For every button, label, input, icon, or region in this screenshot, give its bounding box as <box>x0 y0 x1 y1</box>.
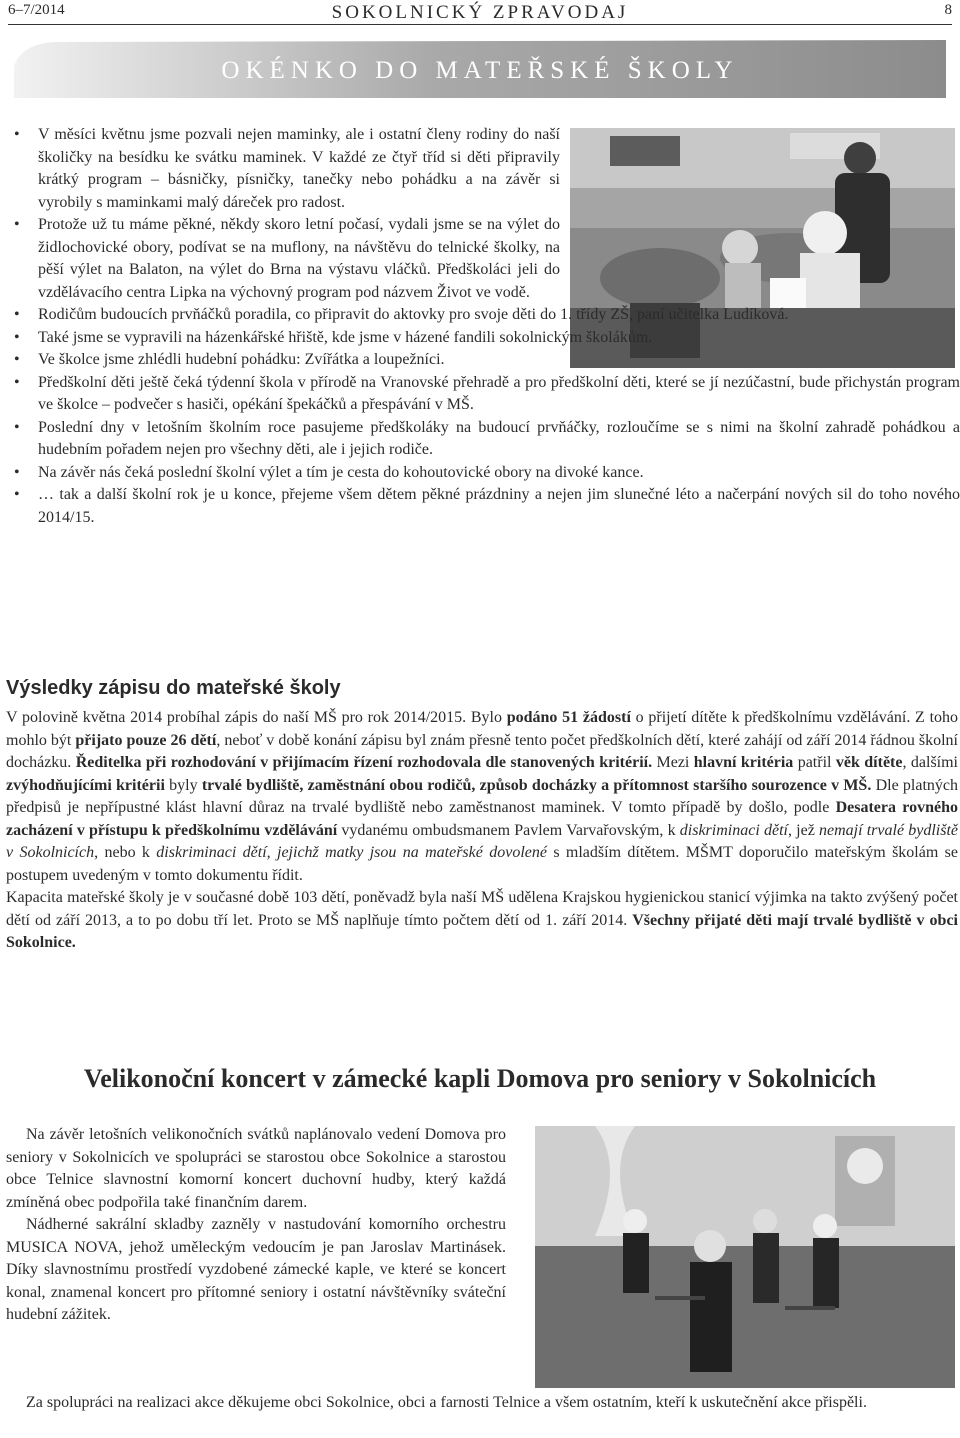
results-paragraph-1: V polovině května 2014 probíhal zápis do naší MŠ pro rok 2014/2015. Bylo podáno 51 žádostí o přijetí dítěte k předškolnímu vzdělávání. Z toho mohlo být přijato pouze 26 dětí, neboť v době konání zápisu byl znám přesně tento počet předškolních dětí, které zahájí od září 2014 řádnou školní docházku. Ředitelka při rozhodování v přijímacím řízení rozhodovala dle stanovených kritérií. Mezi hlavní kritéria patřil věk dítěte, dalšími zvýhodňujícími kritérii byly trvalé bydliště, zaměstnání obou rodičů, způsob docházky a přítomnost staršího sourozence v MŠ. Dle platných předpisů je nepřípustné klást hlavní důraz na trvalé bydliště nebo zaměstnanost maminek. V tomto případě by došlo, podle Desatera rovného zacházení v přístupu k předškolnímu vzdělávání vydanému ombudsmanem Pavlem Varvařovským, k diskriminaci dětí, jež nemají trvalé bydliště v Sokolnicích, nebo k diskriminaci dětí, jejichž matky jsou na mateřské dovolené s mladším dítětem. MŠMT doporučilo mateřským školám se postupem uvedeným v tomto dokumentu řídit. <box>6 709 959 884</box>
news-bullet-list <box>14 124 960 529</box>
list-item: • Poslední dny v letošním školním roce pasujeme předškoláky na budoucí prvňáčky, rozloučíme se s nimi na školní zahradě pohádkou a hudebním pořadem nejen pro všechny děti, ale i jejich rodiče. <box>14 417 960 462</box>
results-paragraph-2: Kapacita mateřské školy je v současné době 103 dětí, poněvadž byla naší MŠ udělena Krajskou hygienickou stanicí výjimka na takto zvýšený počet dětí od září 2013, a to po dobu tří let. Proto se MŠ naplňuje tímto počtem dětí od 1. září 2014. Všechny přijaté děti mají trvalé bydliště v obci Sokolnice. <box>6 889 959 951</box>
list-item: • Na závěr nás čeká poslední školní výlet a tím je cesta do kohoutovické obory na divoké kance. <box>14 462 960 485</box>
issue-number: 6–7/2014 <box>8 2 65 18</box>
list-item: • Také jsme se vypravili na házenkářské hřiště, kde jsme v házené fandili sokolnickým školákům. <box>14 327 960 350</box>
newsletter-title: SOKOLNICKÝ ZPRAVODAJ <box>331 2 629 23</box>
concert-paragraph-2: Nádherné sakrální skladby zazněly v nastudování komorního orchestru MUSICA NOVA, jehož uměleckým vedoucím je pan Jaroslav Martinásek. Díky slavnostnímu prostředí vyzdobené zámecké kaple, ve které se koncert konal, znamenal koncert pro přítomné seniory i ostatní návštěvníky sváteční hudební zážitek. <box>6 1216 506 1323</box>
list-item: • … tak a další školní rok je u konce, přejeme všem dětem pěkné prázdniny a nejen jim slunečné léto a načerpání nových sil do toho nového 2014/15. <box>14 484 960 529</box>
results-heading: Výsledky zápisu do mateřské školy <box>6 677 341 699</box>
banner-title: OKÉNKO DO MATEŘSKÉ ŠKOLY <box>221 57 739 84</box>
concert-photo <box>535 1126 955 1388</box>
list-item: • V měsíci květnu jsme pozvali nejen maminky, ale i ostatní členy rodiny do naší školičky na besídku ke svátku maminek. V každé ze čtyř tříd si děti připravily krátký program – básničky, písničky, tanečky nebo pohádku a na závěr si vyrobily s maminkami malý dáreček pro radost. <box>14 124 560 214</box>
concert-body <box>6 1124 506 1327</box>
concert-thanks: Za spolupráci na realizaci akce děkujeme obci Sokolnice, obci a farnosti Telnice a všem ostatním, kteří k uskutečnění akce přispěli. <box>26 1394 867 1411</box>
concert-heading: Velikonoční koncert v zámecké kapli Domova pro seniory v Sokolnicích <box>83 1064 877 1093</box>
list-item: • Protože už tu máme pěkné, někdy skoro letní počasí, vydali jsme se na výlet do židlochovické obory, podívat se na muflony, na návštěvu do telnické školky, na pěší výlet na Balaton, na výlet do Brna na výstavu vláčků. Předškoláci jeli do vzdělávacího centra Lipka na výchovný program pod názvem Život ve vodě. <box>14 214 560 304</box>
list-item: • Rodičům budoucích prvňáčků poradila, co připravit do aktovky pro svoje děti do 1. třídy ZŠ, paní učitelka Ludíková. <box>14 304 960 327</box>
list-item: • Ve školce jsme zhlédli hudební pohádku: Zvířátka a loupežníci. <box>14 349 960 372</box>
results-body <box>6 707 958 955</box>
concert-paragraph-1: Na závěr letošních velikonočních svátků naplánovalo vedení Domova pro seniory v Sokolnicích ve spolupráci se starostou obce Sokolnice a starostou obce Telnice slavnostní komorní koncert duchovní hudby, který každá zmíněná obec podpořila také finančním darem. <box>6 1126 506 1211</box>
header-divider <box>8 24 952 25</box>
list-item: • Předškolní děti ještě čeká týdenní škola v přírodě na Vranovské přehradě a pro předškolní děti, které se jí nezúčastní, bude přichystán program ve školce – podvečer s hasiči, opékání špekáčků a přespávání v MŠ. <box>14 372 960 417</box>
page-number: 8 <box>944 2 952 18</box>
